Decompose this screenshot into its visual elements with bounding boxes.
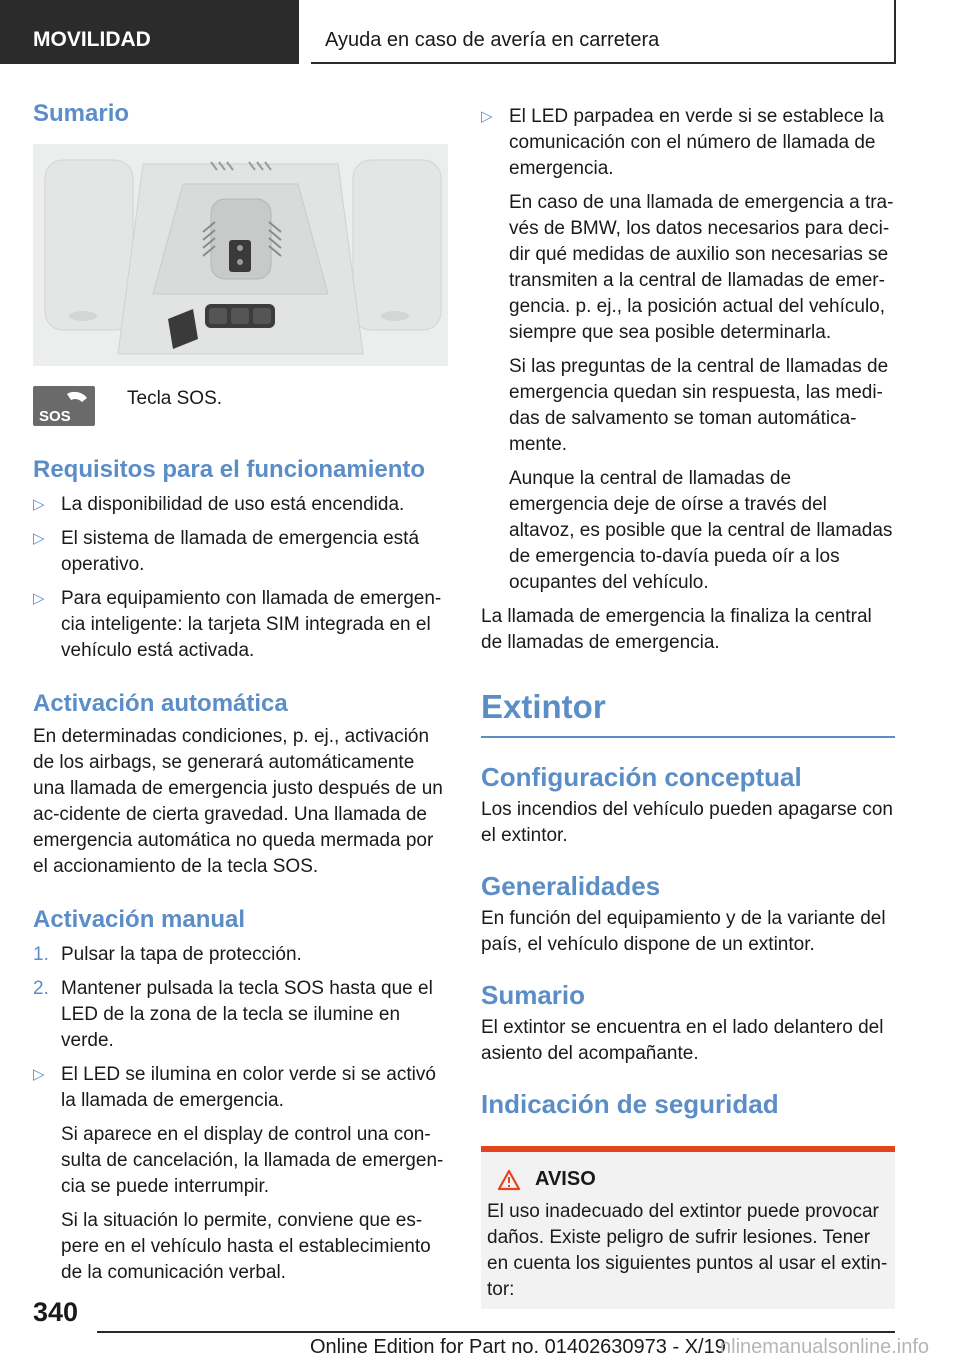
blink-note-3: Aunque la central de llamadas de emergencia deje de oírse a través del altavoz, es posible que la central de llamadas de emergencia to‐davía pueda oír a los ocupantes del vehículo. bbox=[509, 468, 893, 593]
extintor-title: Extintor bbox=[481, 688, 895, 738]
footer-edition: Online Edition for Part no. 01402630973 - X/19 bbox=[310, 1336, 726, 1358]
extintor-sumario-heading: Sumario bbox=[481, 980, 586, 1010]
list-item: 1. Pulsar la tapa de protección. bbox=[33, 944, 302, 965]
auto-activation-text: En determinadas condiciones, p. ej., activación de los airbags, se generará automáticamente una llamada de emergencia justo después de un ac‐cidente de cierta gravedad. Una llamada de emergencia automática no queda mermada por el accionamiento de la tecla SOS. bbox=[33, 726, 443, 877]
warning-text: El uso inadecuado del extintor puede provocar daños. Existe peligro de sufrir lesiones. Tener en cuenta los siguientes puntos al usar el extin‐tor: bbox=[487, 1201, 888, 1300]
sos-key-legend bbox=[33, 386, 448, 426]
header-chapter-tab bbox=[311, 0, 896, 64]
manual-steps bbox=[33, 942, 448, 1286]
header-section-tab bbox=[0, 0, 299, 64]
call-end-text: La llamada de emergencia la finaliza la central de llamadas de emergencia. bbox=[481, 606, 872, 653]
sos-phone-icon bbox=[33, 386, 95, 426]
concept-heading: Configuración conceptual bbox=[481, 762, 802, 792]
safety-heading: Indicación de seguridad bbox=[481, 1089, 779, 1119]
overhead-console-image bbox=[33, 144, 448, 366]
triangle-right-icon: ▷ bbox=[33, 1066, 45, 1083]
blink-note-2: Si las preguntas de la central de llamadas de emergencia quedan sin respuesta, las medi‐das de salvamento se toman automática‐mente. bbox=[509, 356, 889, 455]
requirements-list bbox=[33, 492, 448, 664]
page-number: 340 bbox=[33, 1297, 79, 1327]
watermark: nlinemanualsonline.info bbox=[720, 1336, 930, 1358]
header-section-label: MOVILIDAD bbox=[33, 28, 151, 51]
svg-text:SOS: SOS bbox=[39, 408, 71, 425]
list-item: ▷ Para equipamiento con llamada de emergen‐cia inteligente: la tarjeta SIM integrada en el vehículo está activada. bbox=[33, 588, 442, 661]
sos-caption: Tecla SOS. bbox=[127, 388, 223, 409]
led-note-2: Si la situación lo permite, conviene que es‐pere en el vehículo hasta el establecimiento de la comunicación verbal. bbox=[61, 1210, 431, 1283]
auto-activation-heading: Activación automática bbox=[33, 690, 288, 717]
triangle-right-icon: ▷ bbox=[33, 530, 45, 547]
warning-header bbox=[487, 1168, 889, 1191]
list-item: ▷ El LED parpadea en verde si se establece la comunicación con el número de llamada de emergencia. bbox=[481, 106, 884, 179]
general-text: En función del equipamiento y de la variante del país, el vehículo dispone de un extintor. bbox=[481, 908, 886, 955]
triangle-right-icon: ▷ bbox=[33, 590, 45, 607]
footer-rule bbox=[97, 1331, 895, 1333]
concept-text: Los incendios del vehículo pueden apagarse con el extintor. bbox=[481, 799, 893, 846]
overhead-console-illustration bbox=[33, 144, 448, 366]
warning-label: AVISO bbox=[535, 1168, 596, 1190]
warning-triangle-icon bbox=[497, 1169, 521, 1191]
sumario-heading: Sumario bbox=[33, 100, 130, 127]
right-column bbox=[481, 104, 895, 1309]
list-item: ▷ La disponibilidad de uso está encendida. bbox=[33, 492, 448, 518]
extintor-sumario-text: El extintor se encuentra en el lado delantero del asiento del acompañante. bbox=[481, 1017, 884, 1064]
triangle-right-icon: ▷ bbox=[481, 108, 493, 125]
header-chapter-label: Ayuda en caso de avería en carretera bbox=[325, 29, 660, 51]
blink-note-1: En caso de una llamada de emergencia a tra‐vés de BMW, los datos necesarios para deci‐dir qué medidas de auxilio son necesarias se transmiten a la central de llamadas de emer‐gencia. p. ej., la posición actual del vehículo, siempre que sea posible determinarla. bbox=[509, 192, 894, 343]
warning-box bbox=[481, 1146, 895, 1309]
list-item: 2. Mantener pulsada la tecla SOS hasta que el LED de la zona de la tecla se ilumine en verde. bbox=[33, 978, 433, 1051]
left-column bbox=[33, 100, 448, 1286]
list-item: ▷ El LED se ilumina en color verde si se activó la llamada de emergencia. bbox=[33, 1064, 436, 1111]
led-note-1: Si aparece en el display de control una con‐sulta de cancelación, la llamada de emergen‐cia se puede interrumpir. bbox=[61, 1124, 444, 1197]
triangle-right-icon: ▷ bbox=[33, 496, 45, 513]
requirements-heading: Requisitos para el funcionamiento bbox=[33, 456, 426, 483]
manual-activation-heading: Activación manual bbox=[33, 906, 246, 933]
list-item: ▷ El sistema de llamada de emergencia está operativo. bbox=[33, 528, 420, 575]
general-heading: Generalidades bbox=[481, 871, 661, 901]
